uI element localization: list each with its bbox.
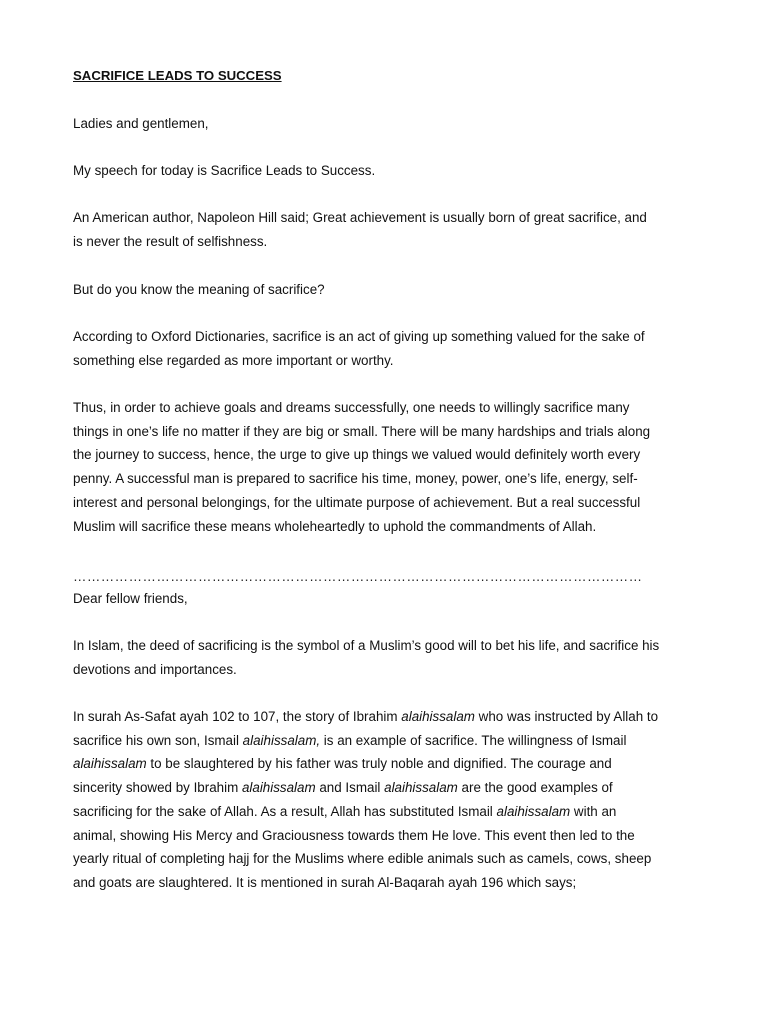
text-line: In surah As-Safat ayah 102 to 107, the story of Ibrahim alaihissalam who was instructed by Allah to: [73, 709, 659, 724]
islam-paragraph: [73, 634, 703, 681]
text-line: penny. A successful man is prepared to sacrifice his time, money, power, one’s life, energy, self-: [73, 471, 638, 487]
text-line: sincerity showed by Ibrahim alaihissalam and Ismail alaihissalam are the good examples of: [73, 780, 613, 796]
intro-paragraph: My speech for today is Sacrifice Leads to Success.: [73, 163, 376, 178]
text-line: the journey to success, hence, the urge to give up things we valued would definitely worth every: [73, 447, 641, 463]
text-line: and goats are slaughtered. It is mentioned in surah Al-Baqarah ayah 196 which says;: [73, 874, 577, 890]
surah-paragraph: [73, 705, 703, 895]
greeting: Ladies and gentlemen,: [73, 116, 209, 131]
document-title: SACRIFICE LEADS TO SUCCESS: [73, 68, 282, 83]
text-line: Thus, in order to achieve goals and dreams successfully, one needs to willingly sacrifice many: [73, 400, 630, 415]
text-line: yearly ritual of completing hajj for the Muslims where edible animals such as camels, cows, sheep: [73, 851, 652, 867]
text-line: interest and personal belongings, for the ultimate purpose of achievement. But a real successful: [73, 494, 641, 510]
honorific: alaihissalam,: [242, 732, 321, 748]
honorific: alaihissalam: [384, 780, 458, 796]
quote-paragraph: [73, 206, 703, 253]
text-line: sacrifice his own son, Ismail alaihissalam, is an example of sacrifice. The willingness of Ismail: [73, 732, 627, 748]
text-line: An American author, Napoleon Hill said; Great achievement is usually born of great sacrifice, and: [73, 210, 647, 225]
question-paragraph: But do you know the meaning of sacrifice?: [73, 282, 325, 297]
thus-paragraph: [73, 396, 703, 538]
honorific: alaihissalam: [241, 780, 316, 796]
dotted-separator: ……………………………………………………………………………………………………………: [73, 569, 643, 584]
honorific: alaihissalam: [401, 709, 475, 724]
text-line: In Islam, the deed of sacrificing is the symbol of a Muslim’s good will to bet his life, and sacrifice his: [73, 638, 660, 653]
text-line: animal, showing His Mercy and Graciousness towards them He love. This event then led to the: [73, 827, 635, 843]
text-line: sacrificing for the sake of Allah. As a result, Allah has substituted Ismail alaihissalam with an: [73, 803, 617, 819]
text-line: According to Oxford Dictionaries, sacrifice is an act of giving up something valued for the sake of: [73, 329, 645, 344]
definition-paragraph: [73, 325, 703, 372]
text-line: things in one’s life no matter if they are big or small. There will be many hardships and trials along: [73, 423, 651, 439]
text-line: is never the result of selfishness.: [73, 233, 268, 249]
text-line: alaihissalam to be slaughtered by his father was truly noble and dignified. The courage and: [73, 756, 612, 772]
text-line: devotions and importances.: [73, 661, 237, 677]
honorific: alaihissalam: [73, 756, 147, 772]
text-line: Muslim will sacrifice these means wholeheartedly to uphold the commandments of Allah.: [73, 518, 597, 534]
greeting-2: Dear fellow friends,: [73, 591, 188, 606]
text-line: something else regarded as more important or worthy.: [73, 352, 394, 368]
honorific: alaihissalam: [496, 803, 571, 819]
